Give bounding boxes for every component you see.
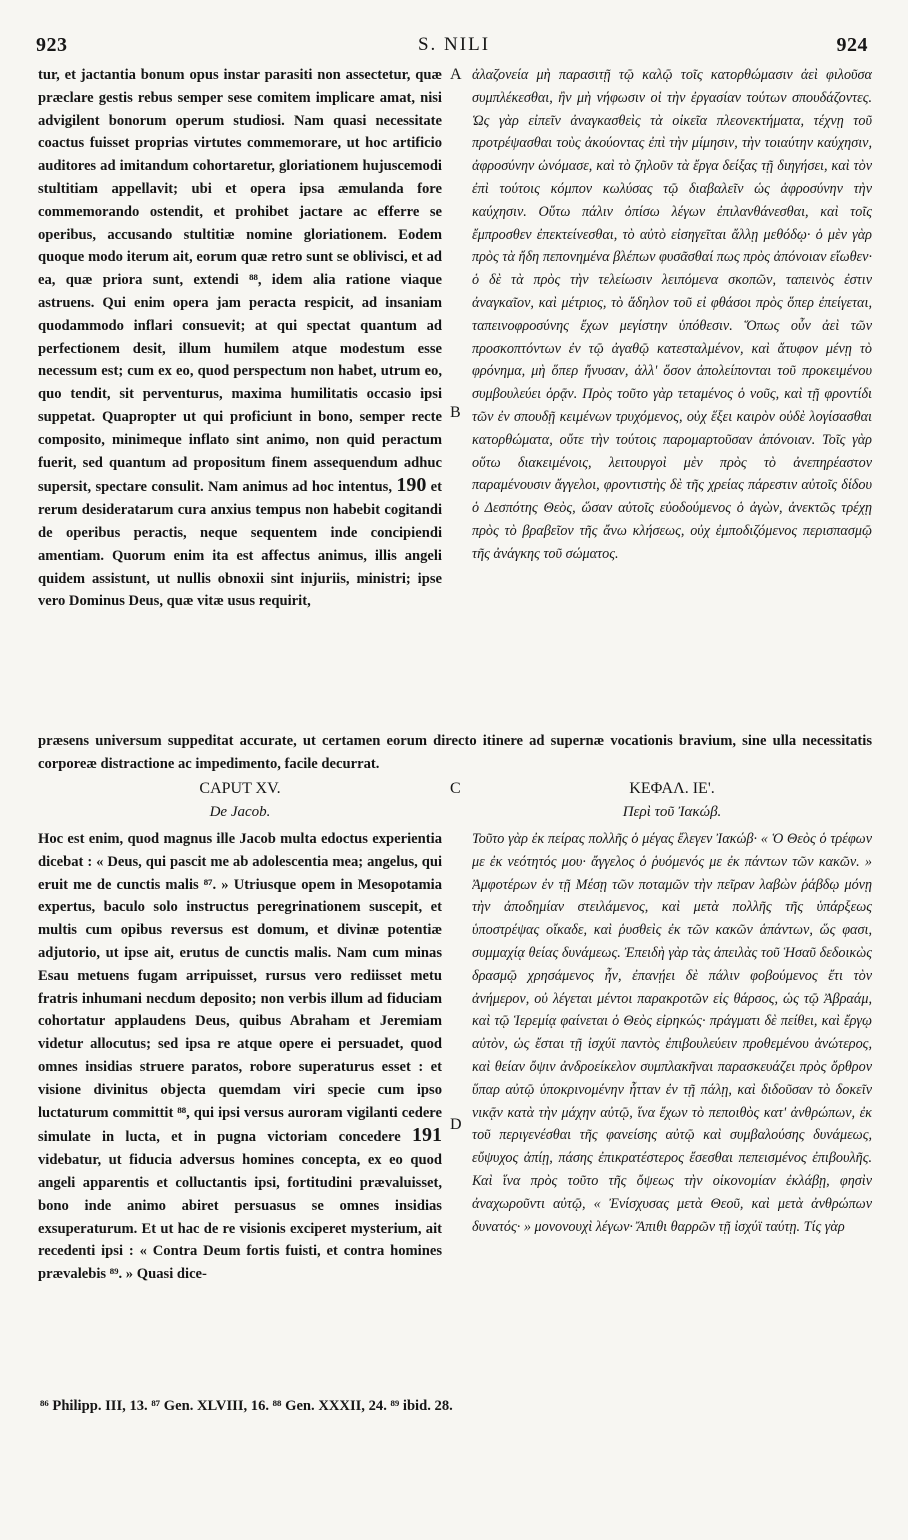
chapter-heading-greek: ΚΕΦΑΛ. ΙΕ'. [629, 780, 715, 797]
greek-text-top: ἀλαζονεία μὴ παρασιτῇ τῷ καλῷ τοῖς κατορθώμασιν ἀεὶ φιλοῦσα συμπλέκεσθαι, ἢν μὴ νήφωσιν οἱ τὴν ἐργασίαν τούτων σπουδάζοντες. Ὡς γὰρ εἰπεῖν ἀναγκασθεὶς τὰ οἰκεῖα πλεονεκτήματα, τέχνῃ τοῦ προτρέψασθαι τοὺς ἀκούοντας ἐπὶ τὴν μίμησιν, τὴν τοιαύτην καύχησιν, ἀφροσύνην ὠνόμασε, καὶ τὸ ζηλοῦν τὰ ἔργα δείξας τῇ διηγήσει, καὶ τὸν ἐπὶ τούτοις κόμπον κωλύσας τῷ διαβαλεῖν ὡς ἀφροσύνην τὴν καύχησιν. Οὕτω πάλιν ὀπίσω λέγων ἐπιλανθάνεσθαι, καὶ τοῖς ἔμπροσθεν ἐπεκτείνεσθαι, τὸ αὐτὸ εἰσηγεῖται ἄλλῃ μεθόδῳ· ὁ μὲν γὰρ πρὸς τὰ ἤδη πεπονημένα βλέπων φυσᾶσθαί πως πρὸς ἀπόνοιαν εἴωθεν· ὁ δὲ τὰ πρὸς τὴν τελείωσιν λειπόμενα σκοπῶν, ταπεινὸς ἐστιν ἀναγκαῖον, καὶ μέτριος, τὸ ἄδηλον τοῦ εἰ φθάσοι πρὸς ὅπερ ἐπείγεται, ταπεινοφροσύνης ἔχων μεγίστην ὑπόθεσιν. Ὅπως οὖν ἀεὶ τῶν προσκοπτόντων ἐν τῷ ἀγαθῷ κατεσταλμένον, καὶ ἄτυφον μένῃ τὸ φρόνημα, μὴ ὅπερ ἤνυσαν, ἀλλ' ὅσον ἀπολείπονται τοῦ προκειμένου συμβουλεύει ὁρᾷν. Πρὸς τοῦτο γὰρ τεταμένος ὁ νοῦς, καὶ τῇ φροντίδι τῶν ἐν σπουδῇ κειμένων τρυχόμενος, οὐχ ἕξει καιρὸν οὐδὲ λογίσασθαι κατορθώματα, οὔτε τὴν τούτοις παρομαρτοῦσαν ἀπόνοιαν. Τοῖς γὰρ οὕτω διακειμένοις, λειτουργοὶ μὲν πρὸς τὸ ἀνεπηρέαστον παραμένουσιν ἄγγελοι, φροντιστὴς δὲ τῆς χρείας πάρεστιν αὐτοῖς δίδου ὁ Δεσπότης Θεὸς, ὥσαν αὐτοῖς εὐοδούμενος ὁ ἀγὼν, ἀνεκτῶς τρέχῃ πρὸς τὸ βραβεῖον τῆς ἄνω κλήσεως, οὐχ ἐμποδιζόμενος περισπασμῷ τῆς ἀνάγκης τοῦ σώματος. [472, 67, 872, 562]
page-number-left: 923 [36, 34, 68, 56]
column-number-190: 190 [396, 474, 427, 497]
greek-text-bottom: Τοῦτο γὰρ ἐκ πείρας πολλῆς ὁ μέγας ἔλεγεν Ἰακώβ· « Ὁ Θεὸς ὁ τρέφων με ἐκ νεότητός μου· ἄγγελος ὁ ῥυόμενός με ἐκ πάντων τῶν κακῶν. » Ἀμφοτέρων ἐν τῇ Μέσῃ τῶν ποταμῶν τὴν πεῖραν λαβὼν ῥάβδῳ μόνῃ τὴν ἀποδημίαν στειλάμενος, καὶ μετὰ πολλῆς τῆς ὑπάρξεως ὑποστρέψας οἴκαδε, καὶ ῥυσθεὶς ἐκ τῶν κακῶν ἁπάντων, ὥς φασι, συμμαχίᾳ θείας δυνάμεως. Ἐπειδὴ γὰρ τὰς ἀπειλὰς τοῦ Ἡσαῦ δεδοικὼς δρασμῷ χρησάμενος ἦν, ἐπανῄει δὲ πάλιν φοβούμενος ἔτι τὸν ἀνήμερον, οὐ λέγεται μέντοι παρακροτῶν εἰς θάρσος, ὡς τῷ Ἀβραάμ, καὶ τῷ Ἱερεμίᾳ φαίνεται ὁ Θεὸς εἰρηκώς· πράγματι δὲ πείθει, καὶ ἔργῳ αὐτὸν, ὡς ἔσται τῇ ἰσχύϊ παντὸς ἐπιβουλεύειν προθεμένου ἀνώτερος, καὶ θείαν ὄψιν ἀνδροείκελον συμπλακῆναι παρασκευάζει πρὸς ὄρθρον ὕπαρ αὐτῷ ὑποκρινομένην ἧτταν ἐν τῇ πάλῃ, καὶ διδοῦσαν τὸ δοκεῖν νικᾷν κατὰ τὴν μάχην αὐτῷ, ἵνα ἔχων τὸ πεποιθὸς κατ' ἀνθρώπων, ἐκ τοῦ περιγενέσθαι τῆς φανείσης αὐτῷ καὶ συμβαλούσης δυνάμεως, εὔψυχος ἀπίῃ, πάσης ἐπικρατέστερος ἔσεσθαι πεπεισμένος ἐπιβουλῆς. Καὶ ἵνα πρὸς τοῦτο τῆς ὄψεως τὴν οἰκονομίαν ἐκλάβῃ, φησὶν ἀναχωροῦντι αὐτῷ, « Ἐνίσχυσας μετὰ Θεοῦ, καὶ μετὰ ἀνθρώπων δυνατός· » μονονουχὶ λέγων· Ἄπιθι θαρρῶν τῇ ἰσχύϊ ταύτῃ. Τίς γὰρ [472, 831, 872, 1235]
latin-text-top: tur, et jactantia bonum opus instar parasiti non assectetur, quæ præclare gestis rebus semper sese comitem implicare amat, nisi advigilent bonorum operum studiosi. Nam quasi necessitate coactus fuisset proprias virtutes commemorare, ut hoc artificio auditores ad imitandum cohortaretur, gloriationem hujuscemodi stultitiam appellavit; ubi et opera ipsa æmulanda fore commemorando ostendit, et prohibet jactare ac efferre se operibus, accusando stultitiæ nomine gloriationem. Eodem quoque modo iterum ait, eorum quæ retro sunt se oblivisci, et ad ea, quæ priora sunt, extendi ⁸⁸, idem alia ratione viaque astruens. Qui enim opera jam peracta respicit, ad insaniam quodammodo inflari consuevit; at qui spectat quantum ad perfectionem desit, illum humilem atque modestum esse necessum est; cum ex eo, quod perspectum non habet, utrum eo, quo tendit, sit perventurus, maxima humilitatis occasio ipsi suppetat. Quapropter ut qui proficiunt in bono, semper recte composito, minimeque inflato sint animo, non quid peractum fuerit, sed quantum ad propositum finem assequendum adhuc supersit, spectare consulit. Nam animus ad hoc intentus, [38, 67, 442, 496]
latin-column-top [38, 64, 442, 728]
latin-full-width-line: præsens universum suppeditat accurate, ut certamen eorum directo itinere ad supernæ vocationis bravium, sine ulla necessitatis corporeæ distractione ac impedimento, facile decurrat. [38, 733, 872, 772]
latin-text-bottom: Hoc est enim, quod magnus ille Jacob multa edoctus experientia dicebat : « Deus, qui pascit me ab adolescentia mea; angelus, qui eruit me de cunctis malis ⁸⁷. » Utriusque opem in Mesopotamia expertus, baculo solo instructus peregrinationem suscepit, et multis cum opibus reversus est domum, et divinæ potentiæ adjutorio, ut ipse ait, erutus de cunctis malis. Nam cum minas Esau metuens fugam arripuisset, rursus vero rediisset metu fratris inhumani necdum deposito; non verbis illum ad fiduciam cohortatur applaudens Deus, quibus Abraham et Jeremiam videtur allocutus; sed ipsa re atque opere ei persuadet, quod omnes insidias struere paratos, robore superaturus esset : et visione divinitus objecta quemdam viri specie cum ipso luctaturum committit ⁸⁸, qui ipsi versus auroram vigilanti cedere simulate in lucta, et in pugna victoriam concedere [38, 831, 442, 1146]
latin-column-bottom [38, 828, 442, 1380]
latin-text-bottom-continued: videbatur, ut fiducia adversus homines concepta, ex eo quod angeli apparentis et colluctantis ipsi, fortitudini prævaluisset, bono inde animo abiret persuasus se omnes insidias exsuperaturum. Et ut hac de re visionis exciperet mysterium, ait recedenti ipsi : « Contra Deum fortis fuisti, et contra homines prævalebis ⁸⁹. » Quasi dice- [38, 1152, 442, 1283]
column-number-191: 191 [411, 1124, 442, 1147]
chapter-subtitle-greek: Περὶ τοῦ Ἰακώβ. [622, 804, 722, 820]
margin-marker-c: C [450, 780, 461, 797]
greek-column-top [472, 64, 872, 728]
footnotes: ⁸⁶ Philipp. III, 13. ⁸⁷ Gen. XLVIII, 16. ⁸⁸ Gen. XXXII, 24. ⁸⁹ ibid. 28. [40, 1398, 453, 1414]
margin-marker-d: D [450, 1116, 462, 1133]
margin-marker-b: B [450, 404, 461, 421]
chapter-heading-latin: CAPUT XV. [199, 780, 281, 797]
latin-text-top-continued: et rerum desideratarum cura anxius tempus non habebit cogitandi de operibus peractis, neque sequentem inde concipiendi amentiam. Quorum enim ita est affectus animus, illis angeli quidem assistunt, ut nullis obnoxii sint injuriis, ministri; ipse vero Dominus Deus, quæ vitæ usus requirit, [38, 479, 442, 610]
page-number-right: 924 [836, 34, 868, 56]
running-title: S. NILI [417, 34, 491, 55]
chapter-subtitle-latin: De Jacob. [209, 804, 271, 820]
margin-marker-a: A [450, 66, 462, 83]
greek-column-bottom [472, 828, 872, 1380]
